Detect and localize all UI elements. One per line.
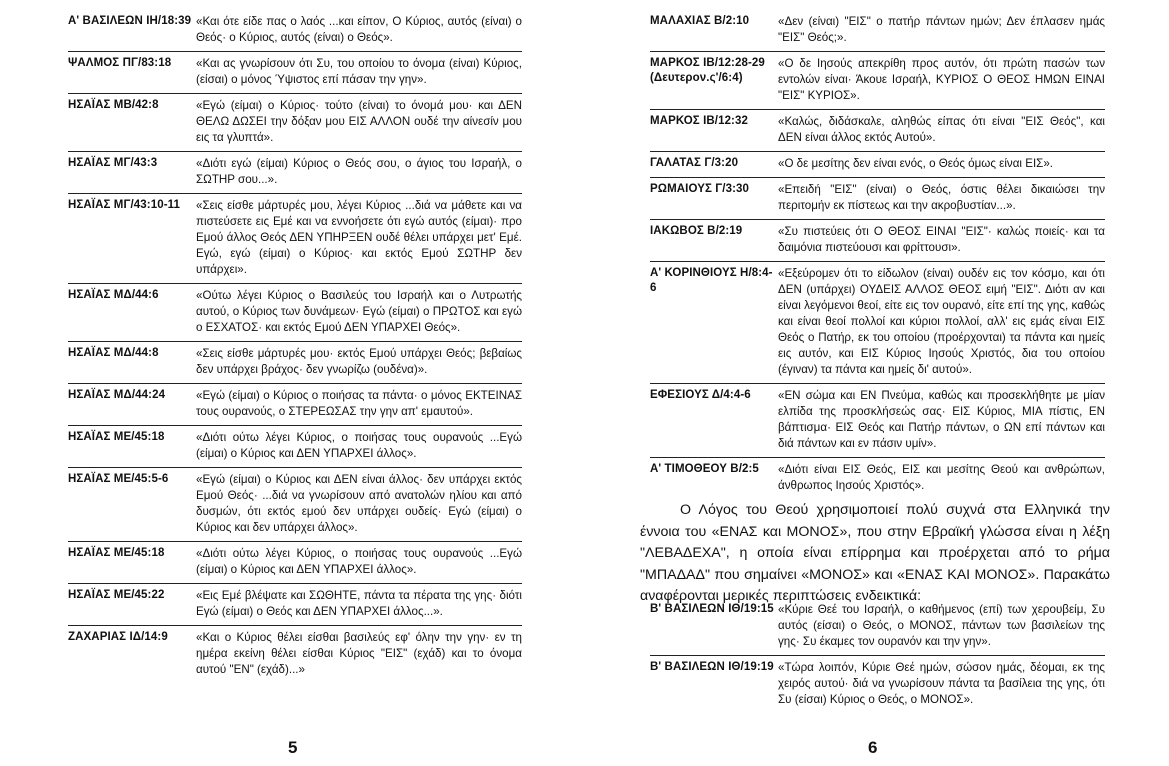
verse-entry: [68, 626, 522, 683]
verse-entry: [68, 194, 522, 284]
verse-reference: ΗΣΑΪΑΣ ΜΓ/43:10-11: [68, 199, 180, 211]
verse-reference: ΕΦΕΣΙΟΥΣ Δ/4:4-6: [650, 389, 751, 401]
verse-entry: [68, 52, 522, 94]
verse-reference: ΗΣΑΪΑΣ ΜΔ/44:8: [68, 347, 159, 359]
verse-quote: «Εξεύρομεν ότι το είδωλον (είναι) ουδέν εις τον κόσμο, και ότι ΔΕΝ (υπάρχει) ΟΥΔΕΙΣ ΑΛΛΟΣ ΘΕΟΣ ειμή "ΕΙΣ". Διότι αν και είναι λεγόμενοι θεοί, είτε εις τον ουρανό, είτε επί της γης, καθώς και είναι θεοί πολλοί και κύριοι πολλοί, αλλ' εις εμάς είναι ΕΙΣ Θεός ο Πατήρ, εκ του οποίου (προέρχονται) τα πάντα και ημείς εις αυτόν, και ΕΙΣ Κύριος Ιησούς Χριστός, δια του οποίου (έγιναν) τα πάντα και ημείς δι' αυτού».: [778, 267, 1105, 376]
left-page: [0, 0, 584, 766]
intro-paragraph: Ο Λόγος του Θεού χρησιμοποιεί πολύ συχνά στα Ελληνικά την έννοια του «ΕΝΑΣ και ΜΟΝΟΣ», που στην Εβραϊκή γλώσσα είναι η λέξη "ΛΕΒΑΔΕΧΑ", η οποία είναι επίρρημα και προέρχεται από το ρήμα "ΜΠΑΔΑΔ" που σημαίνει «ΜΟΝΟΣ» και «ΕΝΑΣ ΚΑΙ ΜΟΝΟΣ». Παρακάτω αναφέρονται μερικές περιπτώσεις ενδεικτικά:: [640, 502, 1110, 604]
verse-reference: ΗΣΑΪΑΣ ΜΔ/44:24: [68, 389, 166, 401]
verse-entry: [650, 10, 1105, 52]
verse-quote: «ΕΝ σώμα και ΕΝ Πνεύμα, καθώς και προσεκλήθητε με μίαν ελπίδα της προσκλήσεώς σας· ΕΙΣ Κύριος, ΜΙΑ πίστις, ΕΝ βάπτισμα· ΕΙΣ Θεός και Πατήρ πάντων, ο ΩΝ επί πάντων και διά πάντων και εν πάσιν υμίν».: [778, 389, 1105, 450]
verse-quote: «Διότι ούτω λέγει Κύριος, ο ποιήσας τους ουρανούς ...Εγώ (είμαι) ο Κύριος και ΔΕΝ ΥΠΑΡΧΕΙ άλλος».: [196, 547, 522, 576]
verse-quote: «Δεν (είναι) "ΕΙΣ" ο πατήρ πάντων ημών; Δεν έπλασεν ημάς "ΕΙΣ" Θεός;».: [778, 15, 1105, 44]
verse-reference: ΗΣΑΪΑΣ ΜΔ/44:6: [68, 289, 159, 301]
verse-quote: «Διότι είναι ΕΙΣ Θεός, ΕΙΣ και μεσίτης Θεού και ανθρώπων, άνθρωπος Ιησούς Χριστός».: [778, 463, 1105, 492]
verse-entry: [650, 262, 1105, 384]
verse-quote: «Ο δε μεσίτης δεν είναι ενός, ο Θεός όμως είναι ΕΙΣ».: [778, 157, 1054, 170]
verse-entry: [68, 284, 522, 342]
verse-entry: [650, 458, 1105, 499]
page-number: 6: [868, 738, 878, 757]
verse-entry: [650, 152, 1105, 178]
verse-reference: ΗΣΑΪΑΣ ΜΕ/45:5-6: [68, 473, 169, 485]
verse-entry: [68, 584, 522, 626]
verse-reference: ΗΣΑΪΑΣ ΜΕ/45:22: [68, 589, 165, 601]
verse-list-right-lower: [650, 598, 1105, 713]
verse-quote: «Και ο Κύριος θέλει είσθαι βασιλεύς εφ' όλην την γην· εν τη ημέρα εκείνη θέλει είσθαι Κύριος "ΕΙΣ" (εχάδ) και το όνομα αυτού "ΕΝ" (εχάδ)...»: [196, 631, 522, 676]
verse-entry: [650, 110, 1105, 152]
verse-reference: ΓΑΛΑΤΑΣ Γ/3:20: [650, 157, 739, 169]
verse-reference: Β' ΒΑΣΙΛΕΩΝ ΙΘ/19:15: [650, 603, 774, 615]
verse-quote: «Διότι ούτω λέγει Κύριος, ο ποιήσας τους ουρανούς ...Εγώ (είμαι) ο Κύριος και ΔΕΝ ΥΠΑΡΧΕΙ άλλος».: [196, 431, 522, 460]
verse-quote: «Σεις είσθε μάρτυρές μου, λέγει Κύριος ...διά να μάθετε και να πιστεύσετε εις Εμέ και να εννοήσετε ότι εγώ αυτός (είμαι)· προ Εμού άλλος Θεός ΔΕΝ ΥΠΗΡΞΕΝ ουδέ θέλει υπάρχει μετ' Εμέ. Εγώ, εγώ (είμαι) ο Κύριος· και εκτός Εμού ΣΩΤΗΡ δεν υπάρχει».: [196, 199, 522, 276]
verse-quote: «Διότι εγώ (είμαι) Κύριος ο Θεός σου, ο άγιος του Ισραήλ, ο ΣΩΤΗΡ σου...».: [196, 157, 522, 186]
verse-quote: «Εγώ (είμαι) ο Κύριος και ΔΕΝ είναι άλλος· δεν υπάρχει εκτός Εμού Θεός· ...διά να γνωρίσουν από ανατολών ηλίου και από δυσμών, ότι εκτός εμού δεν υπάρχει ουδείς· Εγώ (είμαι) ο Κύριος και δεν υπάρχει άλλος».: [196, 473, 522, 534]
verse-quote: «Εγώ (είμαι) ο Κύριος· τούτο (είναι) το όνομά μου· και ΔΕΝ ΘΕΛΩ ΔΩΣΕΙ την δόξαν μου ΕΙΣ ΑΛΛΟΝ ουδέ την αίνεσίν μου εις τα γλυπτά».: [196, 99, 522, 144]
verse-quote: «Κύριε Θεέ του Ισραήλ, ο καθήμενος (επί) των χερουβείμ, Συ αυτός (είσαι) ο Θεός, ο ΜΟΝΟΣ, πάντων των βασιλείων της γης· Συ έκαμες τον ουρανόν και την γην».: [778, 603, 1105, 648]
verse-quote: «Ούτω λέγει Κύριος ο Βασιλεύς του Ισραήλ και ο Λυτρωτής αυτού, ο Κύριος των δυνάμεων· Εγώ (είμαι) ο ΠΡΩΤΟΣ και εγώ ο ΕΣΧΑΤΟΣ· και εκτός Εμού ΔΕΝ ΥΠΑΡΧΕΙ Θεός».: [196, 289, 522, 334]
verse-quote: «Και ότε είδε πας ο λαός ...και είπον, Ο Κύριος, αυτός (είναι) ο Θεός· ο Κύριος, αυτός (είναι) ο Θεός».: [196, 15, 522, 44]
verse-list-right: [650, 10, 1105, 499]
verse-entry: [650, 656, 1105, 713]
verse-reference: ΨΑΛΜΟΣ ΠΓ/83:18: [68, 57, 172, 69]
verse-entry: [68, 542, 522, 584]
verse-quote: «Τώρα λοιπόν, Κύριε Θεέ ημών, σώσον ημάς, δέομαι, εκ της χειρός αυτού· διά να γνωρίσουν πάντα τα βασίλεια της γης, ότι Συ (είσαι) Κύριος ο Θεός, ο ΜΟΝΟΣ».: [778, 661, 1105, 706]
verse-quote: «Και ας γνωρίσουν ότι Συ, του οποίου το όνομα (είναι) Κύριος, (είσαι) ο μόνος Ύψιστος επί πάσαν την γην».: [196, 57, 522, 86]
verse-reference: Α' ΒΑΣΙΛΕΩΝ ΙΗ/18:39: [68, 15, 192, 27]
verse-quote: «Εγώ (είμαι) ο Κύριος ο ποιήσας τα πάντα· ο μόνος ΕΚΤΕΙΝΑΣ τους ουρανούς, ο ΣΤΕΡΕΩΣΑΣ την γην απ' εμαυτού».: [196, 389, 522, 418]
verse-quote: «Σεις είσθε μάρτυρές μου· εκτός Εμού υπάρχει Θεός; βεβαίως δεν υπάρχει βράχος· δεν γνωρίζω (ουδένα)».: [196, 347, 522, 376]
verse-reference: Α' ΚΟΡΙΝΘΙΟΥΣ Η/8:4-6: [650, 267, 773, 294]
verse-reference: ΡΩΜΑΙΟΥΣ Γ/3:30: [650, 183, 749, 195]
verse-entry: [68, 384, 522, 426]
verse-reference: ΖΑΧΑΡΙΑΣ ΙΔ/14:9: [68, 631, 168, 643]
verse-reference: ΗΣΑΪΑΣ ΜΒ/42:8: [68, 99, 159, 111]
verse-reference: ΙΑΚΩΒΟΣ Β/2:19: [650, 225, 743, 237]
verse-reference: ΗΣΑΪΑΣ ΜΓ/43:3: [68, 157, 158, 169]
verse-quote: «Συ πιστεύεις ότι Ο ΘΕΟΣ ΕΙΝΑΙ "ΕΙΣ"· καλώς ποιείς· και τα δαιμόνια πιστεύουσι και φρίττουσι».: [778, 225, 1105, 254]
verse-entry: [68, 342, 522, 384]
verse-entry: [68, 94, 522, 152]
verse-reference: ΗΣΑΪΑΣ ΜΕ/45:18: [68, 547, 165, 559]
verse-list-left: [68, 10, 522, 683]
verse-quote: «Επειδή "ΕΙΣ" (είναι) ο Θεός, όστις θέλει δικαιώσει την περιτομήν εκ πίστεως και την ακροβυστίαν...».: [778, 183, 1105, 212]
verse-quote: «Εις Εμέ βλέψατε και ΣΩΘΗΤΕ, πάντα τα πέρατα της γης· διότι Εγώ (είμαι) ο Θεός και ΔΕΝ ΥΠΑΡΧΕΙ άλλος...».: [196, 589, 522, 618]
verse-entry: [68, 152, 522, 194]
verse-reference: ΗΣΑΪΑΣ ΜΕ/45:18: [68, 431, 165, 443]
verse-reference: ΜΑΡΚΟΣ ΙΒ/12:32: [650, 115, 748, 127]
verse-reference: ΜΑΡΚΟΣ ΙΒ/12:28-29 (Δευτερον.ς'/6:4): [650, 57, 765, 84]
verse-quote: «Καλώς, διδάσκαλε, αληθώς είπας ότι είναι "ΕΙΣ Θεός", και ΔΕΝ είναι άλλος εκτός Αυτού».: [778, 115, 1105, 144]
verse-entry: [650, 52, 1105, 110]
verse-entry: [68, 468, 522, 542]
verse-entry: [650, 178, 1105, 220]
page-number: 5: [288, 738, 298, 757]
verse-entry: [68, 10, 522, 52]
verse-reference: Β' ΒΑΣΙΛΕΩΝ ΙΘ/19:19: [650, 661, 774, 673]
verse-entry: [68, 426, 522, 468]
verse-reference: ΜΑΛΑΧΙΑΣ Β/2:10: [650, 15, 750, 27]
verse-quote: «Ο δε Ιησούς απεκρίθη προς αυτόν, ότι πρώτη πασών των εντολών είναι· Άκουε Ισραήλ, ΚΥΡΙΟΣ Ο ΘΕΟΣ ΗΜΩΝ ΕΙΝΑΙ "ΕΙΣ" ΚΥΡΙΟΣ».: [778, 57, 1105, 102]
verse-entry: [650, 384, 1105, 458]
verse-entry: [650, 598, 1105, 656]
verse-entry: [650, 220, 1105, 262]
verse-reference: Α' ΤΙΜΟΘΕΟΥ Β/2:5: [650, 463, 759, 475]
